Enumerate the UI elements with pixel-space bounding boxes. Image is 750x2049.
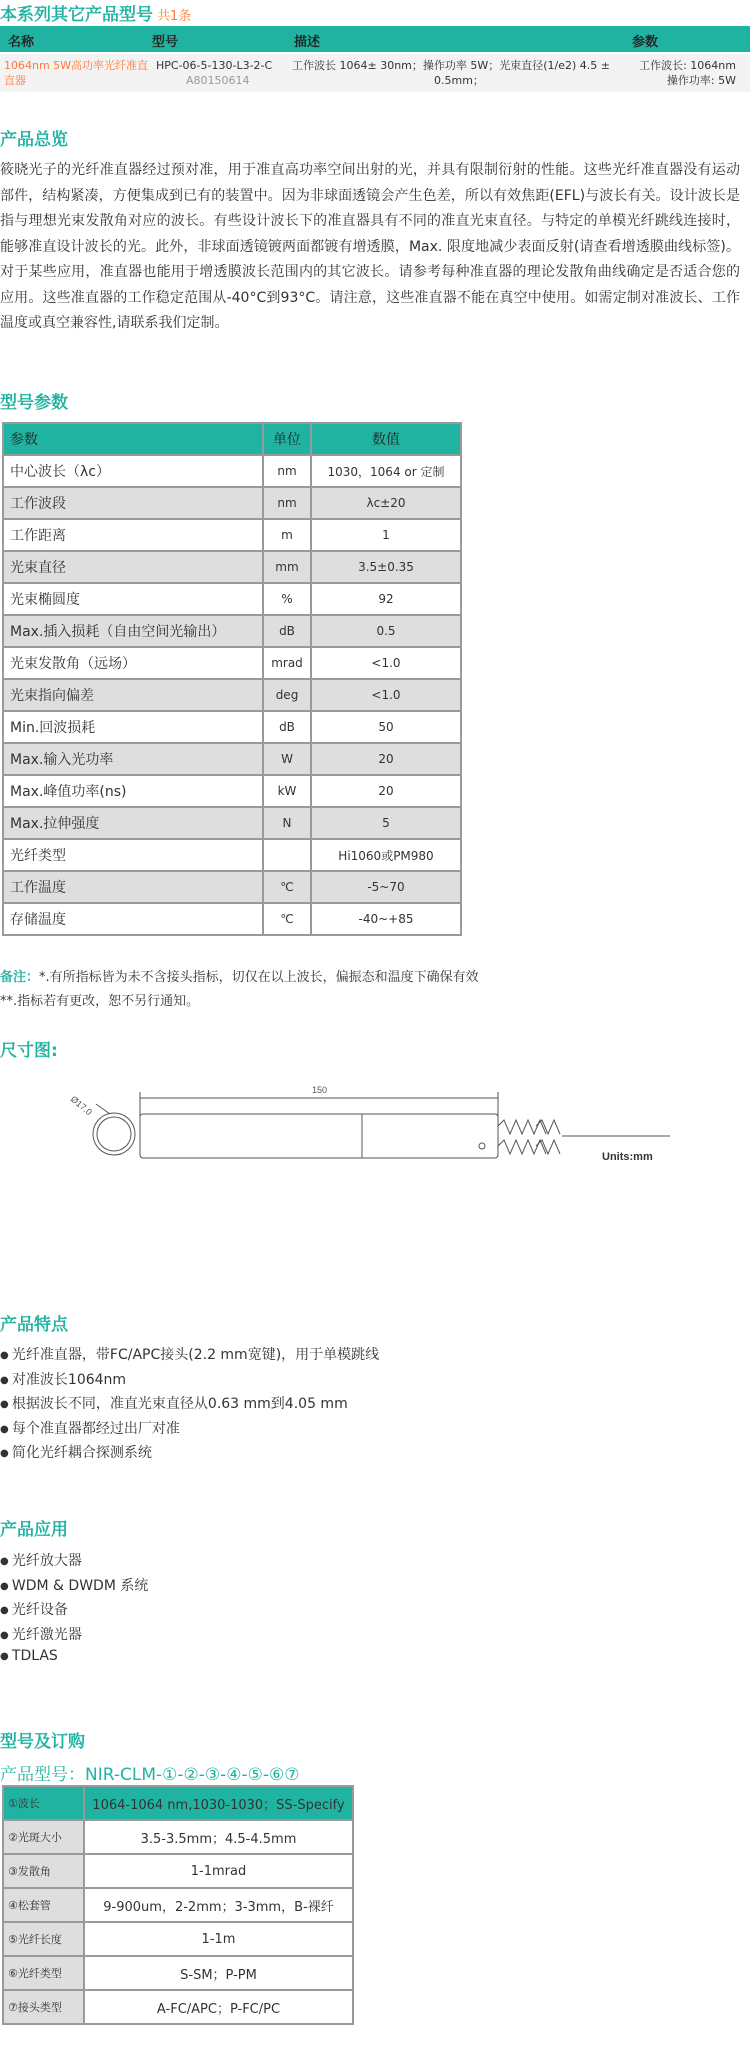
ordering-heading: 型号及订购 xyxy=(0,1732,85,1752)
ordering-value: S-SM；P-PM xyxy=(84,1956,353,1990)
units-label: Units:mm xyxy=(602,1151,653,1163)
application-item: ● 光纤放大器 xyxy=(0,1550,82,1570)
ordering-key: ④松套管 xyxy=(3,1888,84,1922)
spec-cell-v: λc±20 xyxy=(311,487,461,519)
end-view-outer xyxy=(93,1113,135,1155)
spec-row xyxy=(3,487,461,519)
spec-cell-p: 光束发散角（远场） xyxy=(3,647,263,679)
spec-cell-u: mm xyxy=(263,551,311,583)
ordering-value: 9-900um，2-2mm；3-3mm，B-裸纤 xyxy=(84,1888,353,1922)
ordering-key: ②光斑大小 xyxy=(3,1820,84,1854)
spec-cell-u: ℃ xyxy=(263,871,311,903)
spec-row xyxy=(3,903,461,935)
spec-cell-v: Hi1060或PM980 xyxy=(311,839,461,871)
spec-row xyxy=(3,839,461,871)
spec-cell-u: nm xyxy=(263,455,311,487)
spec-cell-v: -40~+85 xyxy=(311,903,461,935)
spec-cell-v: 20 xyxy=(311,775,461,807)
length-label: 150 xyxy=(312,1085,328,1095)
spec-cell-v: 0.5 xyxy=(311,615,461,647)
ordering-key: ③发散角 xyxy=(3,1854,84,1888)
ordering-key: ⑥光纤类型 xyxy=(3,1956,84,1990)
spec-cell-u: % xyxy=(263,583,311,615)
spec-cell-v: 1030，1064 or 定制 xyxy=(311,455,461,487)
col-name: 名称 xyxy=(8,35,35,50)
spec-cell-p: 中心波长（λc） xyxy=(3,455,263,487)
ordering-row xyxy=(3,1922,353,1956)
spec-row xyxy=(3,711,461,743)
spec-row xyxy=(3,647,461,679)
spec-cell-u: deg xyxy=(263,679,311,711)
spec-cell-u: dB xyxy=(263,711,311,743)
ordering-row xyxy=(3,1990,353,2024)
related-table-header xyxy=(0,26,750,52)
spec-cell-p: Max.插入损耗（自由空间光输出） xyxy=(3,615,263,647)
related-count: 共1条 xyxy=(157,9,192,24)
ordering-key: ⑦接头类型 xyxy=(3,1990,84,2024)
spec-cell-u: nm xyxy=(263,487,311,519)
diameter-label: Ø17.0 xyxy=(68,1093,94,1118)
spec-table xyxy=(2,422,462,936)
spec-header-row: 参数 单位 数值 xyxy=(3,423,461,455)
spec-row xyxy=(3,551,461,583)
spec-cell-u: W xyxy=(263,743,311,775)
spec-cell-p: Max.拉伸强度 xyxy=(3,807,263,839)
spec-cell-u: kW xyxy=(263,775,311,807)
spec-row xyxy=(3,679,461,711)
spec-row xyxy=(3,583,461,615)
spec-cell-v: <1.0 xyxy=(311,679,461,711)
application-item: ● 光纤激光器 xyxy=(0,1624,82,1644)
spec-cell-u: mrad xyxy=(263,647,311,679)
spec-row xyxy=(3,615,461,647)
spec-cell-u: N xyxy=(263,807,311,839)
dimension-heading: 尺寸图: xyxy=(0,1041,58,1061)
spec-cell-p: 工作波段 xyxy=(3,487,263,519)
spec-cell-u: dB xyxy=(263,615,311,647)
spec-cell-p: 存储温度 xyxy=(3,903,263,935)
related-row[interactable] xyxy=(0,54,750,92)
spec-cell-p: Max.输入光功率 xyxy=(3,743,263,775)
related-products-title: 本系列其它产品型号 共1条 xyxy=(0,5,192,25)
ordering-row xyxy=(3,1786,353,1820)
spec-cell-v: 20 xyxy=(311,743,461,775)
related-model: HPC-06-5-130-L3-2-C A80150614 xyxy=(156,59,273,87)
overview-heading: 产品总览 xyxy=(0,130,68,150)
spec-row xyxy=(3,871,461,903)
spec-cell-p: 光束指向偏差 xyxy=(3,679,263,711)
spec-cell-u: ℃ xyxy=(263,903,311,935)
applications-heading: 产品应用 xyxy=(0,1520,68,1540)
features-heading: 产品特点 xyxy=(0,1315,68,1335)
ordering-key: ⑤光纤长度 xyxy=(3,1922,84,1956)
spec-heading: 型号参数 xyxy=(0,393,68,413)
ordering-value: 1-1m xyxy=(84,1922,353,1956)
ordering-table xyxy=(2,1785,354,2025)
spec-cell-u xyxy=(263,839,311,871)
feature-item: ● 简化光纤耦合探测系统 xyxy=(0,1442,152,1462)
related-product-link[interactable]: 1064nm 5W高功率光纤准直 直器 xyxy=(4,59,149,87)
spec-cell-v: 1 xyxy=(311,519,461,551)
feature-item: ● 根据波长不同，准直光束直径从0.63 mm到4.05 mm xyxy=(0,1393,348,1413)
spec-cell-p: Max.峰值功率(ns) xyxy=(3,775,263,807)
col-param: 参数 xyxy=(632,35,659,50)
spec-cell-v: 5 xyxy=(311,807,461,839)
ordering-value: A-FC/APC；P-FC/PC xyxy=(84,1990,353,2024)
ordering-row xyxy=(3,1888,353,1922)
ordering-row xyxy=(3,1956,353,1990)
model-code: 产品型号：NIR-CLM-①-②-③-④-⑤-⑥⑦ xyxy=(0,1765,300,1785)
spec-note-2: **.指标若有更改，恕不另行通知。 xyxy=(0,994,200,1009)
feature-item: ● 对准波长1064nm xyxy=(0,1369,126,1389)
spec-cell-p: 光纤类型 xyxy=(3,839,263,871)
related-desc: 工作波长 1064± 30nm；操作功率 5W；光束直径(1/e2) 4.5 ± 0.5mm； xyxy=(292,59,611,87)
spec-row xyxy=(3,775,461,807)
spec-cell-p: 工作温度 xyxy=(3,871,263,903)
ordering-value: 1064-1064 nm,1030-1030；SS-Specify xyxy=(84,1786,353,1820)
spec-cell-u: m xyxy=(263,519,311,551)
spring-boot xyxy=(498,1120,546,1154)
spec-row xyxy=(3,807,461,839)
application-item: ● 光纤设备 xyxy=(0,1599,68,1619)
application-item: ● TDLAS xyxy=(0,1648,58,1664)
spec-cell-v: <1.0 xyxy=(311,647,461,679)
feature-item: ● 光纤准直器，带FC/APC接头(2.2 mm宽键)，用于单模跳线 xyxy=(0,1344,379,1364)
spec-cell-v: 50 xyxy=(311,711,461,743)
col-model: 型号 xyxy=(152,35,179,50)
ordering-key: ①波长 xyxy=(3,1786,84,1820)
ordering-value: 3.5-3.5mm；4.5-4.5mm xyxy=(84,1820,353,1854)
spec-cell-v: 3.5±0.35 xyxy=(311,551,461,583)
overview-text: 筱晓光子的光纤准直器经过预对准，用于准直高功率空间出射的光，并具有限制衍射的性能。这些光纤准直器没有运动部件，结构紧凑，方便集成到已有的装置中。因为非球面透镜会产生色差，所以有效焦距(EFL)与波长有关。设计波长是指与理想光束发散角对应的波长。有些设计波长下的准直器具有不同的准直光束直径。与特定的单模光纤跳线连接时，能够准直设计波长的光。此外，非球面透镜镀两面都镀有增透膜，Max. 限度地减少表面反射(请查看增透膜曲线标签)。对于某些应用，准直器也能用于增透膜波长范围内的其它波长。请参考每种准直器的理论发散角曲线确定是否适合您的应用。这些准直器的工作稳定范围从-40°C到93°C。请注意，这些准直器不能在真空中使用。如需定制对准波长、工作温度或真空兼容性,请联系我们定制。 xyxy=(0,162,740,331)
feature-item: ● 每个准直器都经过出厂对准 xyxy=(0,1418,180,1438)
col-desc: 描述 xyxy=(294,35,321,50)
collimator-body xyxy=(140,1114,498,1158)
ordering-value: 1-1mrad xyxy=(84,1854,353,1888)
spec-row xyxy=(3,455,461,487)
spec-cell-v: 92 xyxy=(311,583,461,615)
spec-cell-p: Min.回波损耗 xyxy=(3,711,263,743)
spec-cell-p: 光束直径 xyxy=(3,551,263,583)
spec-cell-v: -5~70 xyxy=(311,871,461,903)
spec-row xyxy=(3,743,461,775)
dimension-drawing xyxy=(50,1080,690,1200)
ordering-row xyxy=(3,1854,353,1888)
spec-note-1: 备注：*.有所指标皆为未不含接头指标，切仅在以上波长，偏振态和温度下确保有效 xyxy=(0,970,479,985)
related-param: 工作波长: 1064nm 操作功率: 5W xyxy=(639,59,736,87)
application-item: ● WDM & DWDM 系统 xyxy=(0,1575,148,1595)
spec-cell-p: 光束椭圆度 xyxy=(3,583,263,615)
spec-cell-p: 工作距离 xyxy=(3,519,263,551)
spec-row xyxy=(3,519,461,551)
ordering-row xyxy=(3,1820,353,1854)
